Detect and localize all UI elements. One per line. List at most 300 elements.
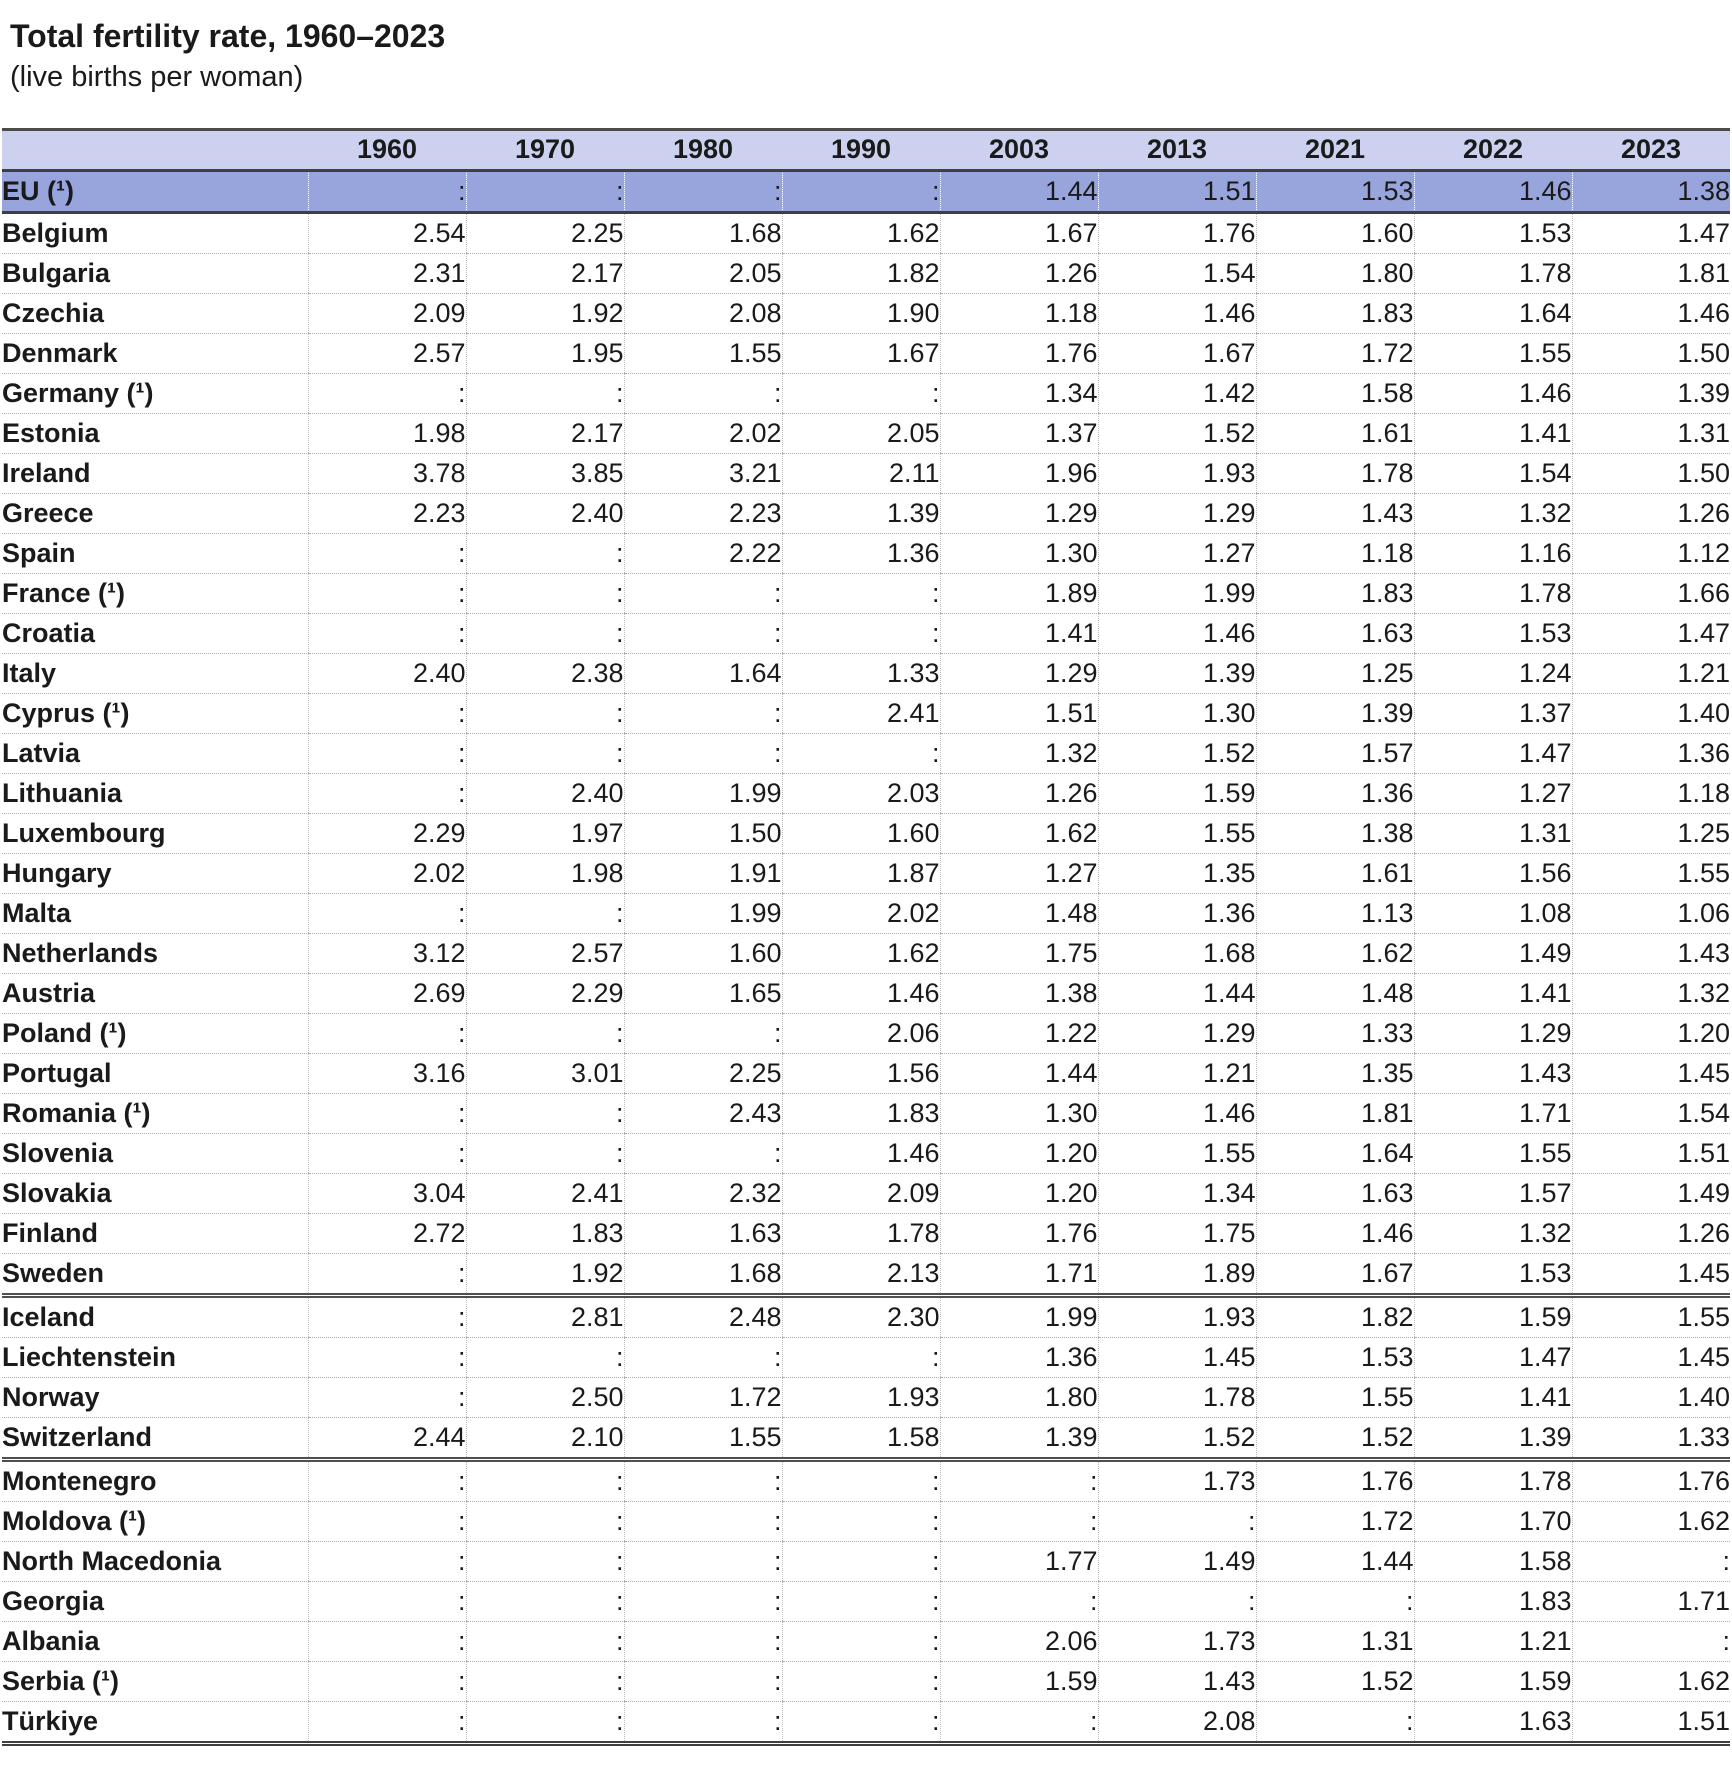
row-label: Switzerland (2, 1418, 308, 1460)
cell-value: 2.23 (308, 494, 466, 534)
cell-value: 1.99 (624, 894, 782, 934)
table-header-row (2, 130, 1730, 171)
cell-value: 3.12 (308, 934, 466, 974)
cell-value: 3.16 (308, 1054, 466, 1094)
table-row (2, 1662, 1730, 1702)
cell-value: 1.40 (1572, 1378, 1730, 1418)
cell-value: 1.44 (1098, 974, 1256, 1014)
cell-value: 1.46 (1098, 1094, 1256, 1134)
cell-value: : (466, 734, 624, 774)
cell-value: 1.39 (1098, 654, 1256, 694)
cell-value: 1.27 (1414, 774, 1572, 814)
row-label: Austria (2, 974, 308, 1014)
cell-value: 1.89 (1098, 1254, 1256, 1296)
cell-value: 1.92 (466, 1254, 624, 1296)
cell-value: : (1098, 1502, 1256, 1542)
cell-value: 1.53 (1414, 213, 1572, 254)
cell-value: : (624, 374, 782, 414)
cell-value: 1.80 (940, 1378, 1098, 1418)
cell-value: 1.55 (1256, 1378, 1414, 1418)
cell-value: 2.25 (466, 213, 624, 254)
cell-value: 2.02 (308, 854, 466, 894)
table-row (2, 934, 1730, 974)
cell-value: 1.48 (1256, 974, 1414, 1014)
cell-value: 1.31 (1572, 414, 1730, 454)
cell-value: : (466, 894, 624, 934)
cell-value: 2.17 (466, 414, 624, 454)
row-label: Belgium (2, 213, 308, 254)
cell-value: : (624, 1014, 782, 1054)
cell-value: 1.47 (1414, 734, 1572, 774)
cell-value: : (308, 1134, 466, 1174)
cell-value: : (466, 1582, 624, 1622)
cell-value: 2.22 (624, 534, 782, 574)
cell-value: : (624, 1338, 782, 1378)
cell-value: 1.32 (1414, 1214, 1572, 1254)
row-label: Estonia (2, 414, 308, 454)
cell-value: 1.38 (1256, 814, 1414, 854)
cell-value: 1.56 (1414, 854, 1572, 894)
cell-value: 1.64 (1414, 294, 1572, 334)
cell-value: 1.26 (1572, 494, 1730, 534)
cell-value: 1.41 (1414, 974, 1572, 1014)
row-label: Luxembourg (2, 814, 308, 854)
cell-value: 1.78 (1414, 1460, 1572, 1502)
table-header (2, 130, 1730, 171)
cell-value: 2.57 (466, 934, 624, 974)
cell-value: 1.44 (1256, 1542, 1414, 1582)
cell-value: 1.21 (1098, 1054, 1256, 1094)
cell-value: 1.58 (1414, 1542, 1572, 1582)
cell-value: 1.66 (1572, 574, 1730, 614)
cell-value: 1.82 (1256, 1296, 1414, 1338)
cell-value: 1.34 (940, 374, 1098, 414)
row-label: Georgia (2, 1582, 308, 1622)
cell-value: 2.13 (782, 1254, 940, 1296)
cell-value: 1.93 (782, 1378, 940, 1418)
row-label: Türkiye (2, 1702, 308, 1744)
row-label: Slovakia (2, 1174, 308, 1214)
cell-value: 1.82 (782, 254, 940, 294)
column-header-year: 1980 (624, 130, 782, 171)
cell-value: : (782, 1622, 940, 1662)
cell-value: 1.46 (1572, 294, 1730, 334)
cell-value: : (782, 1338, 940, 1378)
cell-value: 1.75 (940, 934, 1098, 974)
cell-value: 1.80 (1256, 254, 1414, 294)
table-row (2, 574, 1730, 614)
cell-value: : (308, 694, 466, 734)
cell-value: 1.72 (624, 1378, 782, 1418)
cell-value: 1.41 (1414, 1378, 1572, 1418)
cell-value: : (624, 171, 782, 213)
cell-value: : (308, 734, 466, 774)
cell-value: : (624, 1134, 782, 1174)
cell-value: 1.87 (782, 854, 940, 894)
column-header-year: 2022 (1414, 130, 1572, 171)
cell-value: 1.52 (1098, 1418, 1256, 1460)
cell-value: 1.62 (1572, 1662, 1730, 1702)
cell-value: 1.25 (1256, 654, 1414, 694)
cell-value: 1.98 (308, 414, 466, 454)
column-header-year: 2013 (1098, 130, 1256, 171)
cell-value: 1.49 (1414, 934, 1572, 974)
cell-value: 1.22 (940, 1014, 1098, 1054)
cell-value: 1.55 (624, 1418, 782, 1460)
cell-value: 1.33 (782, 654, 940, 694)
cell-value: 1.78 (1098, 1378, 1256, 1418)
cell-value: : (308, 1542, 466, 1582)
row-label: Denmark (2, 334, 308, 374)
cell-value: 1.52 (1256, 1662, 1414, 1702)
cell-value: 1.62 (1256, 934, 1414, 974)
cell-value: 1.55 (1098, 814, 1256, 854)
cell-value: 1.52 (1098, 414, 1256, 454)
row-label: Norway (2, 1378, 308, 1418)
row-label: Ireland (2, 454, 308, 494)
cell-value: 2.41 (466, 1174, 624, 1214)
cell-value: 1.64 (1256, 1134, 1414, 1174)
cell-value: 1.76 (940, 1214, 1098, 1254)
cell-value: 1.21 (1572, 654, 1730, 694)
cell-value: 1.60 (782, 814, 940, 854)
cell-value: 1.45 (1572, 1338, 1730, 1378)
row-label: Greece (2, 494, 308, 534)
cell-value: 2.50 (466, 1378, 624, 1418)
cell-value: 1.70 (1414, 1502, 1572, 1542)
column-header-year: 1990 (782, 130, 940, 171)
cell-value: 1.63 (1256, 614, 1414, 654)
cell-value: 1.55 (1572, 1296, 1730, 1338)
table-row (2, 1702, 1730, 1744)
table-row (2, 1582, 1730, 1622)
table-row (2, 814, 1730, 854)
cell-value: 1.99 (1098, 574, 1256, 614)
row-label: Italy (2, 654, 308, 694)
cell-value: 1.06 (1572, 894, 1730, 934)
cell-value: : (466, 374, 624, 414)
cell-value: 2.10 (466, 1418, 624, 1460)
cell-value: : (624, 1662, 782, 1702)
cell-value: 1.43 (1256, 494, 1414, 534)
cell-value: 1.29 (1098, 494, 1256, 534)
cell-value: : (308, 1296, 466, 1338)
cell-value: : (308, 534, 466, 574)
table-row-eu (2, 171, 1730, 213)
row-label: Bulgaria (2, 254, 308, 294)
cell-value: 1.59 (1414, 1662, 1572, 1702)
table-row (2, 334, 1730, 374)
cell-value: 2.06 (782, 1014, 940, 1054)
cell-value: : (940, 1582, 1098, 1622)
cell-value: 1.72 (1256, 334, 1414, 374)
cell-value: 1.38 (1572, 171, 1730, 213)
cell-value: 3.01 (466, 1054, 624, 1094)
table-row (2, 854, 1730, 894)
cell-value: : (466, 1702, 624, 1744)
cell-value: 1.67 (1098, 334, 1256, 374)
cell-value: 1.41 (940, 614, 1098, 654)
table-row (2, 374, 1730, 414)
cell-value: 1.99 (940, 1296, 1098, 1338)
row-label: France (¹) (2, 574, 308, 614)
cell-value: 1.20 (940, 1174, 1098, 1214)
cell-value: 1.54 (1098, 254, 1256, 294)
cell-value: 1.36 (1572, 734, 1730, 774)
row-label: Lithuania (2, 774, 308, 814)
cell-value: 2.44 (308, 1418, 466, 1460)
cell-value: 1.39 (1256, 694, 1414, 734)
cell-value: 1.83 (1256, 574, 1414, 614)
row-label: Poland (¹) (2, 1014, 308, 1054)
cell-value: 1.73 (1098, 1460, 1256, 1502)
cell-value: 1.51 (1572, 1134, 1730, 1174)
cell-value: 1.97 (466, 814, 624, 854)
cell-value: 1.44 (940, 1054, 1098, 1094)
cell-value: : (466, 1014, 624, 1054)
cell-value: 1.71 (1572, 1582, 1730, 1622)
cell-value: 1.89 (940, 574, 1098, 614)
cell-value: : (466, 1460, 624, 1502)
cell-value: : (308, 171, 466, 213)
cell-value: 1.32 (1414, 494, 1572, 534)
table-row (2, 1094, 1730, 1134)
cell-value: 1.47 (1572, 614, 1730, 654)
table-body (2, 171, 1730, 1744)
cell-value: : (624, 694, 782, 734)
cell-value: 1.54 (1572, 1094, 1730, 1134)
column-header-year: 2021 (1256, 130, 1414, 171)
table-row (2, 694, 1730, 734)
cell-value: 1.62 (940, 814, 1098, 854)
cell-value: : (940, 1502, 1098, 1542)
cell-value: 2.09 (308, 294, 466, 334)
cell-value: 1.50 (1572, 334, 1730, 374)
cell-value: 1.34 (1098, 1174, 1256, 1214)
cell-value: : (1098, 1582, 1256, 1622)
cell-value: 1.21 (1414, 1622, 1572, 1662)
table-row (2, 1460, 1730, 1502)
cell-value: 1.96 (940, 454, 1098, 494)
table-row (2, 1134, 1730, 1174)
cell-value: 1.54 (1414, 454, 1572, 494)
cell-value: 1.46 (1414, 374, 1572, 414)
cell-value: : (782, 574, 940, 614)
cell-value: 1.62 (782, 213, 940, 254)
cell-value: 1.62 (782, 934, 940, 974)
cell-value: 1.33 (1256, 1014, 1414, 1054)
cell-value: 1.39 (782, 494, 940, 534)
cell-value: 1.30 (1098, 694, 1256, 734)
row-label: Sweden (2, 1254, 308, 1296)
cell-value: 1.29 (940, 494, 1098, 534)
table-row (2, 1254, 1730, 1296)
page-subtitle: (live births per woman) (10, 61, 304, 93)
cell-value: 1.36 (1098, 894, 1256, 934)
cell-value: 2.30 (782, 1296, 940, 1338)
cell-value: 1.08 (1414, 894, 1572, 934)
cell-value: 1.59 (1414, 1296, 1572, 1338)
cell-value: 2.05 (782, 414, 940, 454)
cell-value: : (308, 1622, 466, 1662)
cell-value: 1.52 (1098, 734, 1256, 774)
table-row (2, 974, 1730, 1014)
cell-value: : (308, 1378, 466, 1418)
cell-value: : (308, 1254, 466, 1296)
cell-value: : (782, 1502, 940, 1542)
cell-value: 1.20 (940, 1134, 1098, 1174)
cell-value: 2.08 (1098, 1702, 1256, 1744)
cell-value: : (782, 1542, 940, 1582)
cell-value: 1.72 (1256, 1502, 1414, 1542)
cell-value: 2.54 (308, 213, 466, 254)
cell-value: 1.63 (1414, 1702, 1572, 1744)
cell-value: 1.46 (1098, 294, 1256, 334)
cell-value: : (466, 1094, 624, 1134)
cell-value: 1.52 (1256, 1418, 1414, 1460)
table-row (2, 414, 1730, 454)
cell-value: : (466, 171, 624, 213)
cell-value: : (1256, 1702, 1414, 1744)
table-row (2, 534, 1730, 574)
table-row (2, 1502, 1730, 1542)
page-title: Total fertility rate, 1960–2023 (10, 18, 446, 54)
cell-value: 2.08 (624, 294, 782, 334)
cell-value: 1.48 (940, 894, 1098, 934)
cell-value: 2.40 (466, 494, 624, 534)
row-label: Iceland (2, 1296, 308, 1338)
cell-value: 2.02 (782, 894, 940, 934)
cell-value: : (466, 574, 624, 614)
cell-value: 2.32 (624, 1174, 782, 1214)
cell-value: : (624, 1702, 782, 1744)
table-row (2, 894, 1730, 934)
cell-value: 2.05 (624, 254, 782, 294)
table-row (2, 654, 1730, 694)
cell-value: 2.40 (466, 774, 624, 814)
cell-value: 3.78 (308, 454, 466, 494)
cell-value: 1.55 (624, 334, 782, 374)
cell-value: 1.30 (940, 534, 1098, 574)
cell-value: 1.77 (940, 1542, 1098, 1582)
row-label: Montenegro (2, 1460, 308, 1502)
cell-value: 1.50 (1572, 454, 1730, 494)
row-label: Serbia (¹) (2, 1662, 308, 1702)
table-row (2, 294, 1730, 334)
cell-value: : (308, 1014, 466, 1054)
table-row (2, 1378, 1730, 1418)
table-row (2, 1542, 1730, 1582)
cell-value: 2.43 (624, 1094, 782, 1134)
cell-value: 2.11 (782, 454, 940, 494)
cell-value: : (308, 894, 466, 934)
row-label: Liechtenstein (2, 1338, 308, 1378)
cell-value: : (782, 614, 940, 654)
cell-value: 2.81 (466, 1296, 624, 1338)
cell-value: 1.43 (1572, 934, 1730, 974)
cell-value: 1.27 (940, 854, 1098, 894)
cell-value: 1.32 (940, 734, 1098, 774)
cell-value: 1.36 (940, 1338, 1098, 1378)
cell-value: 1.35 (1256, 1054, 1414, 1094)
cell-value: 1.43 (1414, 1054, 1572, 1094)
cell-value: 1.51 (1572, 1702, 1730, 1744)
cell-value: : (782, 1662, 940, 1702)
cell-value: 1.40 (1572, 694, 1730, 734)
cell-value: 1.41 (1414, 414, 1572, 454)
table-row (2, 774, 1730, 814)
corner-cell (2, 130, 308, 171)
cell-value: 1.50 (624, 814, 782, 854)
cell-value: : (624, 1582, 782, 1622)
cell-value: 1.45 (1572, 1054, 1730, 1094)
cell-value: 1.53 (1256, 171, 1414, 213)
cell-value: 1.12 (1572, 534, 1730, 574)
cell-value: : (308, 1662, 466, 1702)
cell-value: 1.18 (1572, 774, 1730, 814)
cell-value: 1.37 (940, 414, 1098, 454)
cell-value: 1.46 (1256, 1214, 1414, 1254)
cell-value: 1.53 (1256, 1338, 1414, 1378)
cell-value: : (782, 1460, 940, 1502)
cell-value: 2.40 (308, 654, 466, 694)
cell-value: 1.47 (1572, 213, 1730, 254)
row-label: North Macedonia (2, 1542, 308, 1582)
cell-value: : (940, 1702, 1098, 1744)
cell-value: : (466, 1338, 624, 1378)
cell-value: : (466, 1134, 624, 1174)
cell-value: 1.61 (1256, 854, 1414, 894)
cell-value: 1.35 (1098, 854, 1256, 894)
cell-value: 1.42 (1098, 374, 1256, 414)
cell-value: 1.51 (1098, 171, 1256, 213)
table-row (2, 614, 1730, 654)
cell-value: 1.31 (1256, 1622, 1414, 1662)
cell-value: 1.62 (1572, 1502, 1730, 1542)
cell-value: : (782, 1702, 940, 1744)
cell-value: 1.39 (940, 1418, 1098, 1460)
cell-value: : (466, 614, 624, 654)
cell-value: 1.29 (940, 654, 1098, 694)
cell-value: : (624, 574, 782, 614)
cell-value: 2.48 (624, 1296, 782, 1338)
cell-value: : (308, 774, 466, 814)
cell-value: 2.29 (308, 814, 466, 854)
cell-value: 2.57 (308, 334, 466, 374)
cell-value: : (466, 1662, 624, 1702)
cell-value: 1.45 (1572, 1254, 1730, 1296)
cell-value: : (308, 1582, 466, 1622)
cell-value: 1.76 (1256, 1460, 1414, 1502)
cell-value: 1.39 (1572, 374, 1730, 414)
table-row (2, 1054, 1730, 1094)
fertility-rate-table (2, 128, 1730, 1746)
cell-value: 2.31 (308, 254, 466, 294)
cell-value: 1.76 (940, 334, 1098, 374)
cell-value: 1.99 (624, 774, 782, 814)
cell-value: 2.09 (782, 1174, 940, 1214)
cell-value: 1.90 (782, 294, 940, 334)
row-label: Germany (¹) (2, 374, 308, 414)
cell-value: 1.49 (1098, 1542, 1256, 1582)
cell-value: 1.67 (782, 334, 940, 374)
cell-value: 1.68 (1098, 934, 1256, 974)
row-label: Croatia (2, 614, 308, 654)
cell-value: 2.23 (624, 494, 782, 534)
cell-value: 1.75 (1098, 1214, 1256, 1254)
table-row (2, 1296, 1730, 1338)
cell-value: 1.61 (1256, 414, 1414, 454)
